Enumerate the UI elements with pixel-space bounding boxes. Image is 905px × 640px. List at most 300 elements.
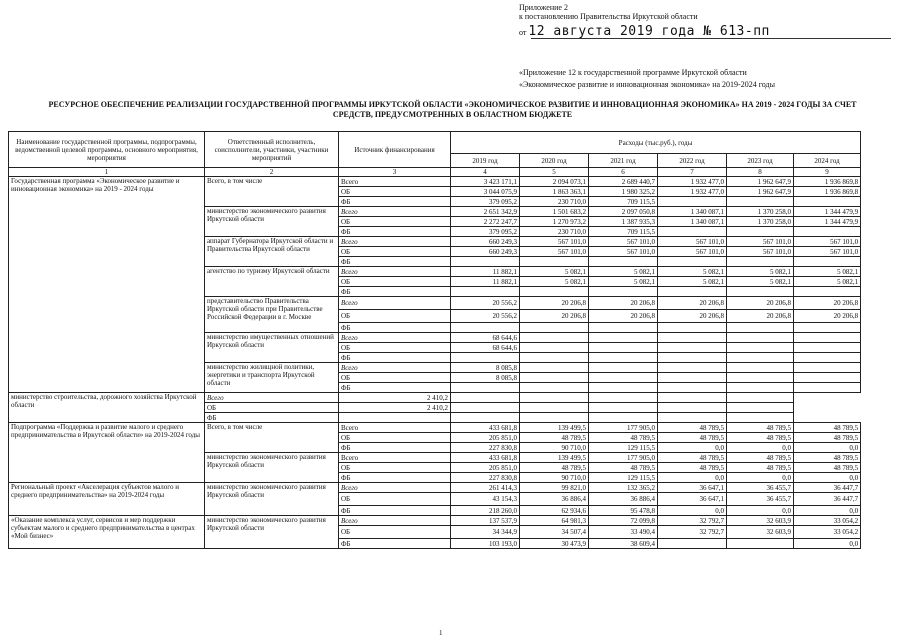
table-row	[9, 177, 861, 187]
amount-cell	[520, 413, 589, 423]
amount-cell: 5 082,1	[658, 267, 727, 277]
column-index: 1	[9, 168, 205, 177]
amount-cell	[727, 403, 794, 413]
amount-cell: 99 821,0	[520, 483, 589, 493]
year-header: 2021 год	[589, 154, 658, 168]
amount-cell: 433 681,8	[451, 453, 520, 463]
executor-cell: Всего, в том числе	[205, 423, 339, 453]
column-index: 6	[589, 168, 658, 177]
amount-cell: 20 206,8	[727, 297, 794, 310]
amount-cell: 48 789,5	[658, 463, 727, 473]
amount-cell: 34 344,9	[451, 526, 520, 539]
amount-cell: 0,0	[794, 443, 861, 453]
source-cell: ФБ	[339, 539, 451, 549]
amount-cell	[658, 197, 727, 207]
amount-cell	[658, 257, 727, 267]
amount-cell: 5 082,1	[658, 277, 727, 287]
amount-cell: 205 851,0	[451, 463, 520, 473]
amount-cell: 567 101,0	[727, 247, 794, 257]
amount-cell	[794, 197, 861, 207]
amount-cell: 2 272 247,7	[451, 217, 520, 227]
amount-cell	[520, 257, 589, 267]
amount-cell	[451, 257, 520, 267]
amount-cell: 48 789,5	[589, 463, 658, 473]
source-cell: Всего	[339, 516, 451, 526]
amount-cell: 129 115,5	[589, 473, 658, 483]
amount-cell: 567 101,0	[520, 237, 589, 247]
program-name-cell: Региональный проект «Акселерация субъектов малого и среднего предпринимательства» на 2019-2024 годы	[9, 483, 205, 516]
amount-cell: 36 647,1	[658, 483, 727, 493]
amount-cell: 20 206,8	[794, 310, 861, 323]
amount-cell: 8 085,8	[451, 373, 520, 383]
amount-cell	[727, 287, 794, 297]
title-line-2: СРЕДСТВ, ПРЕДУСМОТРЕННЫХ В ОБЛАСТНОМ БЮДЖЕТЕ	[332, 110, 573, 119]
table-row	[9, 516, 861, 526]
amount-cell	[589, 393, 658, 403]
amount-cell: 20 206,8	[794, 297, 861, 310]
amount-cell	[658, 363, 727, 373]
amount-cell: 0,0	[658, 506, 727, 516]
amount-cell: 48 789,5	[658, 433, 727, 443]
amount-cell: 1 340 087,1	[658, 217, 727, 227]
amount-cell: 1 370 258,0	[727, 217, 794, 227]
source-cell: Всего	[339, 297, 451, 310]
amount-cell	[658, 539, 727, 549]
amount-cell: 64 981,3	[520, 516, 589, 526]
amount-cell: 48 789,5	[520, 433, 589, 443]
amount-cell: 62 934,6	[520, 506, 589, 516]
amount-cell	[727, 227, 794, 237]
amount-cell	[727, 373, 794, 383]
amount-cell: 5 082,1	[794, 277, 861, 287]
amount-cell: 48 789,5	[727, 453, 794, 463]
amount-cell: 1 387 935,3	[589, 217, 658, 227]
amount-cell: 32 603,9	[727, 526, 794, 539]
amount-cell	[794, 363, 861, 373]
amount-cell	[520, 383, 589, 393]
amount-cell: 36 447,7	[794, 483, 861, 493]
amount-cell: 32 603,9	[727, 516, 794, 526]
amount-cell: 95 478,8	[589, 506, 658, 516]
amount-cell	[658, 343, 727, 353]
source-cell: ОБ	[339, 310, 451, 323]
amount-cell	[520, 393, 589, 403]
executor-cell: министерство строительства, дорожного хозяйства Иркутской области	[9, 393, 205, 423]
amount-cell	[658, 323, 727, 333]
source-cell: ФБ	[339, 227, 451, 237]
source-cell: ОБ	[339, 217, 451, 227]
amount-cell	[727, 197, 794, 207]
amount-cell: 1 344 479,9	[794, 207, 861, 217]
amount-cell	[520, 363, 589, 373]
amount-cell	[589, 373, 658, 383]
amount-cell: 567 101,0	[658, 237, 727, 247]
column-index: 8	[727, 168, 794, 177]
amount-cell: 709 115,5	[589, 197, 658, 207]
amount-cell	[520, 287, 589, 297]
amount-cell: 567 101,0	[794, 247, 861, 257]
source-cell: ФБ	[339, 443, 451, 453]
year-header: 2020 год	[520, 154, 589, 168]
amount-cell	[589, 403, 658, 413]
year-header: 2019 год	[451, 154, 520, 168]
amount-cell: 48 789,5	[727, 423, 794, 433]
amount-cell: 5 082,1	[520, 277, 589, 287]
source-cell: ФБ	[339, 473, 451, 483]
amount-cell: 0,0	[794, 473, 861, 483]
source-cell: ФБ	[339, 353, 451, 363]
amount-cell: 33 490,4	[589, 526, 658, 539]
amount-cell: 2 410,2	[339, 393, 451, 403]
amount-cell: 48 789,5	[794, 423, 861, 433]
amount-cell: 1 270 973,2	[520, 217, 589, 227]
amount-cell: 5 082,1	[727, 267, 794, 277]
source-cell: Всего	[339, 207, 451, 217]
amount-cell: 2 097 050,8	[589, 207, 658, 217]
amount-cell: 1 344 479,9	[794, 217, 861, 227]
amount-cell	[451, 403, 520, 413]
amount-cell: 1 932 477,0	[658, 177, 727, 187]
program-name-cell: Государственная программа «Экономическое развитие и инновационная экономика» на 2019 - 2024 годы	[9, 177, 205, 393]
amount-cell	[589, 257, 658, 267]
amount-cell: 20 556,2	[451, 310, 520, 323]
executor-cell: министерство экономического развития Иркутской области	[205, 453, 339, 483]
amount-cell: 5 082,1	[589, 277, 658, 287]
amount-cell: 90 710,0	[520, 443, 589, 453]
source-cell: Всего	[339, 177, 451, 187]
amount-cell: 5 082,1	[589, 267, 658, 277]
program-name-cell: Подпрограмма «Поддержка и развитие малого и среднего предпринимательства в Иркутской области» на 2019-2024 годы	[9, 423, 205, 483]
amount-cell: 567 101,0	[520, 247, 589, 257]
source-cell: ОБ	[339, 526, 451, 539]
executor-cell: Всего, в том числе	[205, 177, 339, 207]
year-header: 2024 год	[794, 154, 861, 168]
amount-cell	[451, 323, 520, 333]
amount-cell	[727, 257, 794, 267]
source-cell: ОБ	[339, 493, 451, 506]
amount-cell: 5 082,1	[520, 267, 589, 277]
amount-cell: 567 101,0	[794, 237, 861, 247]
amount-cell: 33 054,2	[794, 516, 861, 526]
amount-cell: 48 789,5	[727, 463, 794, 473]
amount-cell: 433 681,8	[451, 423, 520, 433]
amount-cell	[794, 353, 861, 363]
amount-cell	[794, 343, 861, 353]
amount-cell	[658, 413, 727, 423]
executor-cell: представительство Правительства Иркутской области при Правительстве Российской Федерации в г. Москве	[205, 297, 339, 333]
amount-cell: 1 863 363,1	[520, 187, 589, 197]
table-row	[9, 423, 861, 433]
amount-cell: 227 830,8	[451, 473, 520, 483]
source-cell: ОБ	[339, 187, 451, 197]
source-cell: Всего	[339, 483, 451, 493]
amount-cell: 48 789,5	[794, 433, 861, 443]
amount-cell: 11 882,1	[451, 267, 520, 277]
amount-cell	[794, 257, 861, 267]
amount-cell: 137 537,9	[451, 516, 520, 526]
amount-cell	[451, 383, 520, 393]
amount-cell: 218 260,0	[451, 506, 520, 516]
source-cell: ФБ	[339, 257, 451, 267]
amount-cell: 709 115,5	[589, 227, 658, 237]
amount-cell: 567 101,0	[589, 237, 658, 247]
executor-cell: министерство экономического развития Иркутской области	[205, 483, 339, 516]
source-cell: ОБ	[339, 343, 451, 353]
amount-cell: 567 101,0	[658, 247, 727, 257]
source-cell: ФБ	[339, 323, 451, 333]
source-cell: ФБ	[205, 413, 339, 423]
amount-cell: 48 789,5	[589, 433, 658, 443]
amount-cell: 0,0	[794, 539, 861, 549]
amount-cell: 0,0	[794, 506, 861, 516]
amount-cell: 1 340 087,1	[658, 207, 727, 217]
amount-cell: 20 206,8	[658, 297, 727, 310]
amount-cell: 36 886,4	[520, 493, 589, 506]
amount-cell	[589, 333, 658, 343]
amount-cell: 32 792,7	[658, 516, 727, 526]
source-cell: Всего	[339, 453, 451, 463]
amount-cell: 0,0	[658, 443, 727, 453]
amount-cell	[589, 353, 658, 363]
amount-cell: 0,0	[658, 473, 727, 483]
amount-cell: 1 936 869,8	[794, 177, 861, 187]
amount-cell: 48 789,5	[658, 453, 727, 463]
decree-date-handwritten: 12 августа 2019 года № 613-пп	[528, 24, 770, 39]
amount-cell: 48 789,5	[520, 463, 589, 473]
amount-cell: 3 423 171,1	[451, 177, 520, 187]
amount-cell	[339, 413, 451, 423]
source-cell: Всего	[205, 393, 339, 403]
col-header-name: Наименование государственной программы, подпрограммы, ведомственной целевой программы, основного мероприятия, мероприятия	[9, 132, 205, 168]
source-cell: ФБ	[339, 287, 451, 297]
amount-cell: 567 101,0	[727, 237, 794, 247]
date-underline	[531, 38, 891, 39]
amount-cell: 20 556,2	[451, 297, 520, 310]
amount-cell: 1 936 869,8	[794, 187, 861, 197]
amount-cell: 33 054,2	[794, 526, 861, 539]
amount-cell	[658, 373, 727, 383]
amount-cell: 5 082,1	[794, 267, 861, 277]
amount-cell	[794, 373, 861, 383]
amount-cell	[658, 287, 727, 297]
source-cell: ОБ	[339, 247, 451, 257]
column-index: 9	[794, 168, 861, 177]
amount-cell	[727, 539, 794, 549]
amount-cell	[451, 353, 520, 363]
amount-cell	[727, 353, 794, 363]
source-cell: Всего	[339, 237, 451, 247]
amount-cell: 48 789,5	[794, 453, 861, 463]
amount-cell: 1 962 647,9	[727, 177, 794, 187]
decree-reference: к постановлению Правительства Иркутской области	[519, 12, 698, 21]
column-index: 4	[451, 168, 520, 177]
amount-cell: 34 507,4	[520, 526, 589, 539]
amount-cell: 230 710,0	[520, 197, 589, 207]
amount-cell: 1 370 258,0	[727, 207, 794, 217]
amount-cell: 8 085,8	[451, 363, 520, 373]
amount-cell	[658, 227, 727, 237]
amount-cell: 36 886,4	[589, 493, 658, 506]
decree-date	[519, 24, 770, 39]
executor-cell: министерство жилищной политики, энергетики и транспорта Иркутской области	[205, 363, 339, 393]
table-row	[9, 393, 861, 403]
amount-cell: 660 249,3	[451, 247, 520, 257]
program-appendix-line: «Приложение 12 к государственной программе Иркутской области	[519, 68, 747, 77]
amount-cell: 660 249,3	[451, 237, 520, 247]
amount-cell: 1 932 477,0	[658, 187, 727, 197]
amount-cell: 36 455,7	[727, 493, 794, 506]
source-cell: Всего	[339, 267, 451, 277]
amount-cell: 20 206,8	[658, 310, 727, 323]
amount-cell	[727, 393, 794, 403]
col-header-expenses: Расходы (тыс.руб.), годы	[451, 132, 861, 154]
source-cell: ФБ	[339, 383, 451, 393]
amount-cell	[794, 227, 861, 237]
table-body	[9, 177, 861, 549]
amount-cell: 38 609,4	[589, 539, 658, 549]
column-index: 7	[658, 168, 727, 177]
source-cell: ОБ	[339, 463, 451, 473]
amount-cell	[589, 363, 658, 373]
amount-cell: 20 206,8	[520, 297, 589, 310]
source-cell: ОБ	[339, 373, 451, 383]
amount-cell	[451, 287, 520, 297]
source-cell: Всего	[339, 423, 451, 433]
amount-cell	[727, 343, 794, 353]
amount-cell	[727, 413, 794, 423]
amount-cell: 30 473,9	[520, 539, 589, 549]
amount-cell: 48 789,5	[794, 463, 861, 473]
program-name-line: «Экономическое развитие и инновационная экономика» на 2019-2024 годы	[519, 80, 775, 89]
executor-cell: министерство экономического развития Иркутской области	[205, 516, 339, 549]
amount-cell	[520, 353, 589, 363]
amount-cell: 567 101,0	[589, 247, 658, 257]
amount-cell: 177 905,0	[589, 453, 658, 463]
year-header: 2022 год	[658, 154, 727, 168]
amount-cell: 90 710,0	[520, 473, 589, 483]
amount-cell: 72 099,8	[589, 516, 658, 526]
amount-cell	[520, 373, 589, 383]
amount-cell: 230 710,0	[520, 227, 589, 237]
amount-cell	[658, 403, 727, 413]
source-cell: ОБ	[339, 277, 451, 287]
column-index: 5	[520, 168, 589, 177]
amount-cell: 1 501 683,2	[520, 207, 589, 217]
amount-cell	[658, 333, 727, 343]
amount-cell: 2 410,2	[339, 403, 451, 413]
amount-cell	[727, 333, 794, 343]
amount-cell: 129 115,5	[589, 443, 658, 453]
amount-cell: 48 789,5	[727, 433, 794, 443]
amount-cell	[794, 383, 861, 393]
amount-cell: 177 905,0	[589, 423, 658, 433]
amount-cell: 20 206,8	[589, 310, 658, 323]
document-title	[0, 100, 905, 120]
amount-cell	[589, 413, 658, 423]
amount-cell	[589, 287, 658, 297]
date-prefix: от	[519, 28, 527, 37]
amount-cell	[727, 323, 794, 333]
amount-cell: 36 647,1	[658, 493, 727, 506]
amount-cell: 139 499,5	[520, 423, 589, 433]
title-line-1: РЕСУРСНОЕ ОБЕСПЕЧЕНИЕ РЕАЛИЗАЦИИ ГОСУДАРСТВЕННОЙ ПРОГРАММЫ ИРКУТСКОЙ ОБЛАСТИ «ЭКОНОМИЧЕСКОЕ РАЗВИТИЕ И ИННОВАЦИОННАЯ ЭКОНОМИКА» НА 2019 - 2024 ГОДЫ ЗА СЧЕТ	[48, 100, 857, 109]
amount-cell	[794, 287, 861, 297]
amount-cell: 20 206,8	[589, 297, 658, 310]
amount-cell: 261 414,3	[451, 483, 520, 493]
source-cell: ОБ	[205, 403, 339, 413]
year-header: 2023 год	[727, 154, 794, 168]
amount-cell	[727, 363, 794, 373]
amount-cell	[520, 333, 589, 343]
amount-cell	[520, 403, 589, 413]
source-cell: Всего	[339, 363, 451, 373]
source-cell: ФБ	[339, 197, 451, 207]
amount-cell: 227 830,8	[451, 443, 520, 453]
amount-cell: 32 792,7	[658, 526, 727, 539]
amount-cell: 103 193,0	[451, 539, 520, 549]
appendix-label: Приложение 2	[519, 3, 568, 12]
executor-cell: министерство экономического развития Иркутской области	[205, 207, 339, 237]
amount-cell: 205 851,0	[451, 433, 520, 443]
amount-cell	[658, 353, 727, 363]
amount-cell: 132 365,2	[589, 483, 658, 493]
amount-cell	[727, 383, 794, 393]
resource-table	[8, 131, 861, 549]
amount-cell: 20 206,8	[727, 310, 794, 323]
amount-cell: 1 980 325,2	[589, 187, 658, 197]
amount-cell: 11 882,1	[451, 277, 520, 287]
amount-cell: 139 499,5	[520, 453, 589, 463]
amount-cell	[451, 393, 520, 403]
table-row	[9, 483, 861, 493]
amount-cell	[658, 393, 727, 403]
executor-cell: аппарат Губернатора Иркутской области и Правительства Иркутской области	[205, 237, 339, 267]
amount-cell: 0,0	[727, 506, 794, 516]
amount-cell	[589, 323, 658, 333]
source-cell: Всего	[339, 333, 451, 343]
amount-cell: 48 789,5	[658, 423, 727, 433]
amount-cell	[794, 323, 861, 333]
amount-cell	[589, 343, 658, 353]
amount-cell: 2 094 073,1	[520, 177, 589, 187]
col-header-executor: Ответственный исполнитель, соисполнители, участники, участники мероприятий	[205, 132, 339, 168]
amount-cell: 68 644,6	[451, 333, 520, 343]
amount-cell: 2 651 342,9	[451, 207, 520, 217]
amount-cell	[451, 413, 520, 423]
program-name-cell: «Оказание комплекса услуг, сервисов и мер поддержки субъектам малого и среднего предпринимательства в центрах «Мой бизнес»	[9, 516, 205, 549]
column-index: 2	[205, 168, 339, 177]
amount-cell: 1 962 647,9	[727, 187, 794, 197]
amount-cell: 379 095,2	[451, 227, 520, 237]
amount-cell: 68 644,6	[451, 343, 520, 353]
amount-cell	[589, 383, 658, 393]
amount-cell	[794, 333, 861, 343]
amount-cell: 2 689 440,7	[589, 177, 658, 187]
amount-cell: 5 082,1	[727, 277, 794, 287]
col-header-source: Источник финансирования	[339, 132, 451, 168]
amount-cell: 379 095,2	[451, 197, 520, 207]
page-number: 1	[439, 629, 443, 637]
amount-cell: 36 455,7	[727, 483, 794, 493]
column-index: 3	[339, 168, 451, 177]
amount-cell: 43 154,3	[451, 493, 520, 506]
source-cell: ОБ	[339, 433, 451, 443]
amount-cell	[520, 343, 589, 353]
amount-cell: 3 044 075,9	[451, 187, 520, 197]
executor-cell: агентство по туризму Иркутской области	[205, 267, 339, 297]
source-cell: ФБ	[339, 506, 451, 516]
amount-cell: 36 447,7	[794, 493, 861, 506]
